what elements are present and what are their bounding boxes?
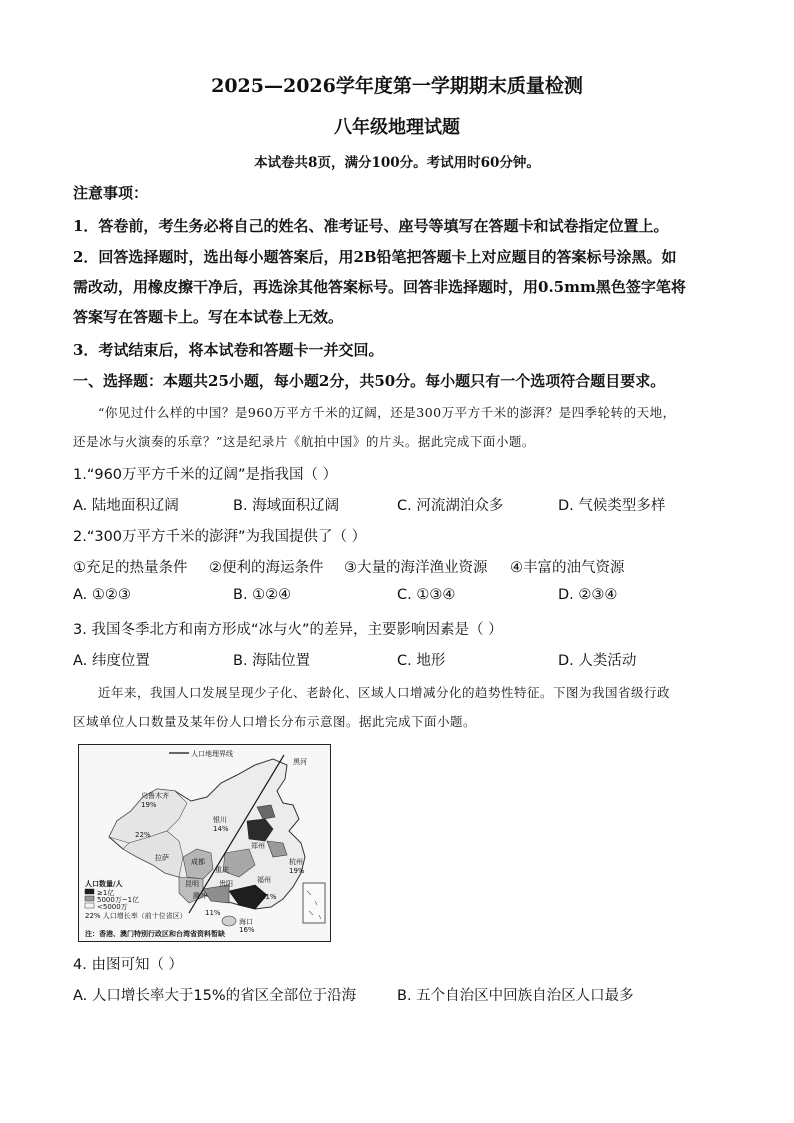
question-3-option-a: A. 纬度位置 [73,653,150,669]
question-3-option-c: C. 地形 [397,653,446,669]
exam-title: 2025—2026学年度第一学期期末质量检测 [211,75,583,97]
question-2-statement-3: ③大量的海洋渔业资源 [344,560,488,576]
question-2-option-b: B. ①②④ [233,587,292,603]
passage-1-line-1: “你见过什么样的中国？是960万平方千米的辽阔，还是300万平方千米的澎湃？是四季轮转的天地， [98,405,676,420]
notice-item-2-line-3: 答案写在答题卡上。写在本试卷上无效。 [73,308,344,326]
city-chongqing: 重庆 [215,866,229,874]
question-1-option-a: A. 陆地面积辽阔 [73,498,179,514]
exam-info: 本试卷共8页，满分100分。考试用时60分钟。 [254,155,540,171]
legend-swatch-2 [85,896,94,901]
legend-swatch-3 [85,903,94,908]
city-heihe: 黑河 [293,758,307,766]
question-2-statement-2: ②便利的海运条件 [209,560,324,576]
question-2-option-a: A. ①②③ [73,587,131,603]
pct-14: 14% [213,825,229,833]
legend-label-3: <5000万 [97,903,128,911]
question-1-stem: 1.“960万平方千米的辽阔”是指我国（ ） [73,467,338,483]
city-yinchuan: 银川 [213,816,227,824]
question-1-option-b: B. 海域面积辽阔 [233,498,340,514]
notice-item-2-line-2: 需改动，用橡皮擦干净后，再选涂其他答案标号。回答非选择题时，用0.5mm黑色签字笔将 [73,278,686,296]
notice-item-2-line-1: 2．回答选择题时，选出每小题答案后，用2B铅笔把答题卡上对应题目的答案标号涂黑。如 [73,248,677,266]
question-4-stem: 4. 由图可知（ ） [73,957,184,973]
notice-heading: 注意事项： [73,184,149,202]
south-china-sea-inset [303,883,325,923]
city-hangzhou: 杭州 [289,858,303,866]
question-3-stem: 3. 我国冬季北方和南方形成“冰与火”的差异，主要影响因素是（ ） [73,622,503,638]
population-map-figure [78,744,331,942]
pct-21: 21% [261,893,277,901]
hainan-island [222,916,236,926]
passage-2-line-1: 近年来，我国人口发展呈现少子化、老龄化、区域人口增减分化的趋势性特征。下图为我国省级行政 [98,685,671,700]
pct-11: 11% [205,909,221,917]
legend-line-label: 人口地理界线 [191,750,233,758]
section-1-heading: 一、选择题：本题共25小题，每小题2分，共50分。每小题只有一个选项符合题目要求。 [73,372,666,390]
legend-label-1: ≥1亿 [97,889,115,897]
city-tengchong: 腾冲 [193,892,207,900]
question-2-statement-1: ①充足的热量条件 [73,560,188,576]
pct-19b: 19% [289,867,305,875]
question-1-option-d: D. 气候类型多样 [558,498,666,514]
notice-item-1: 1．答卷前，考生务必将自己的姓名、准考证号、座号等填写在答题卡和试卷指定位置上。 [73,217,669,235]
city-fuzhou: 福州 [257,876,271,884]
question-4-option-b: B. 五个自治区中回族自治区人口最多 [397,988,634,1004]
legend-title: 人口数量/人 [85,880,123,888]
legend-swatch-1 [85,889,94,894]
question-2-stem: 2.“300万平方千米的澎湃”为我国提供了（ ） [73,529,367,545]
passage-1-line-2: 还是冰与火演奏的乐章？”这是纪录片《航拍中国》的片头。据此完成下面小题。 [73,434,535,449]
question-2-statement-4: ④丰富的油气资源 [510,560,625,576]
legend-label-2: 5000万~1亿 [97,896,140,904]
city-chengdu: 成都 [191,858,205,866]
legend-label-4: 22% 人口增长率（前十位省区） [85,912,187,920]
city-urumqi: 乌鲁木齐 [141,792,169,800]
question-3-option-d: D. 人类活动 [558,653,637,669]
pct-19a: 19% [141,801,157,809]
city-kunming: 昆明 [185,880,199,888]
pct-16: 16% [239,926,255,934]
notice-item-3: 3．考试结束后，将本试卷和答题卡一并交回。 [73,341,384,359]
pct-22: 22% [135,831,151,839]
exam-subtitle: 八年级地理试题 [334,117,460,138]
question-2-option-d: D. ②③④ [558,587,618,603]
map-footnote: 注：香港、澳门特别行政区和台湾省资料暂缺 [85,930,225,938]
question-2-option-c: C. ①③④ [397,587,456,603]
question-3-option-b: B. 海陆位置 [233,653,311,669]
question-4-option-a: A. 人口增长率大于15%的省区全部位于沿海 [73,988,357,1004]
question-1-option-c: C. 河流湖泊众多 [397,498,504,514]
city-lhasa: 拉萨 [155,854,169,862]
city-zhengzhou: 郑州 [251,842,265,850]
passage-2-line-2: 区域单位人口数量及某年份人口增长分布示意图。据此完成下面小题。 [73,714,477,729]
city-guiyang: 贵阳 [219,880,233,888]
city-haikou: 海口 [239,918,253,926]
